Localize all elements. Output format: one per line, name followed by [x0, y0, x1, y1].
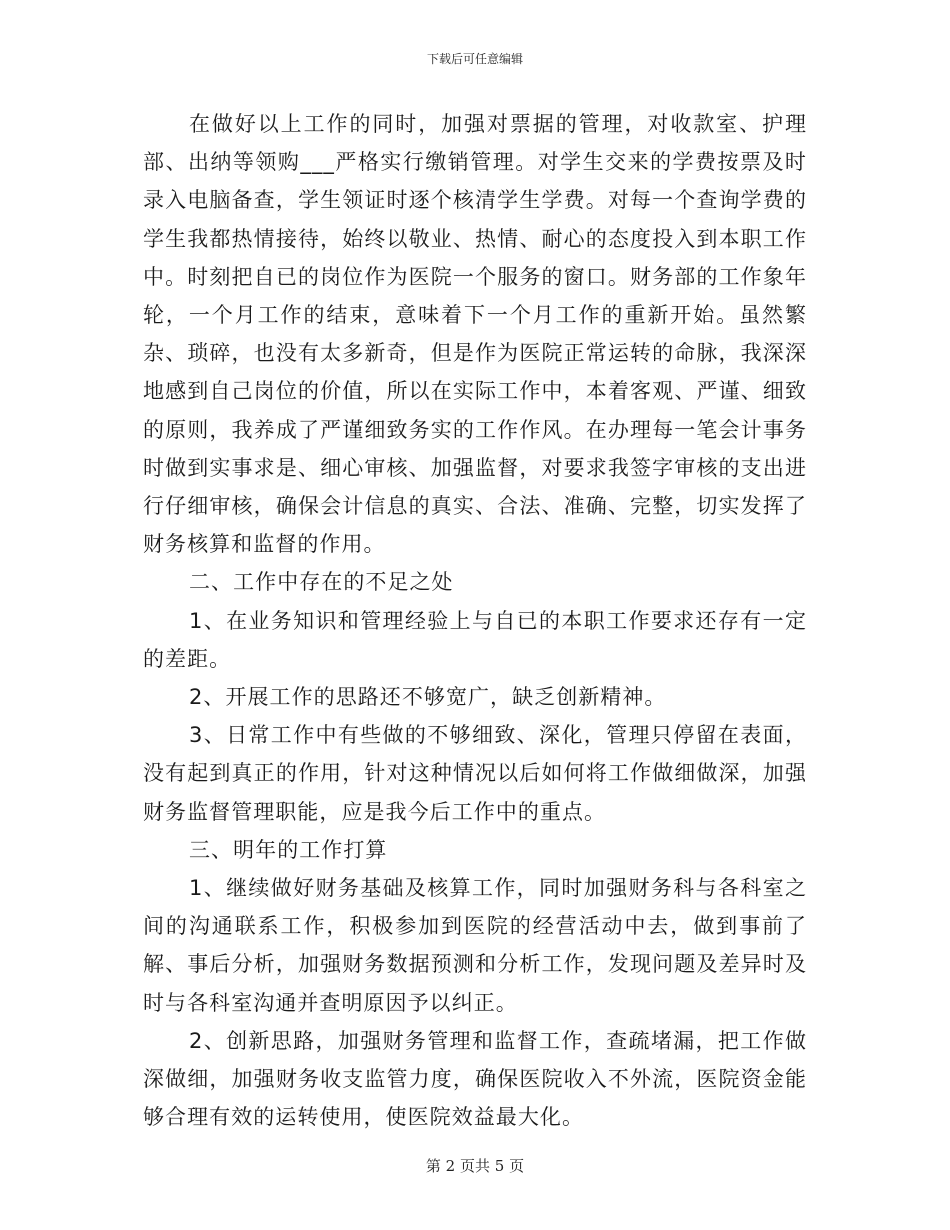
plan-item-1: 1、继续做好财务基础及核算工作，同时加强财务科与各科室之间的沟通联系工作，积极参加到医院的经营活动中去，做到事前了解、事后分析，加强财务数据预测和分析工作，发现问题及差异时及时与各科室沟通并查明原因予以纠正。	[143, 876, 807, 1015]
section-heading-shortcomings: 二、工作中存在的不足之处	[189, 570, 454, 595]
shortcoming-item-3: 3、日常工作中有些做的不够细致、深化，管理只停留在表面，没有起到真正的作用，针对这种情况以后如何将工作做细做深，加强财务监督管理职能，应是我今后工作中的重点。	[143, 723, 807, 824]
page-number: 第 2 页共 5 页	[425, 1157, 525, 1175]
shortcoming-item-2: 2、开展工作的思路还不够宽广，缺乏创新精神。	[189, 685, 667, 710]
shortcoming-item-1: 1、在业务知识和管理经验上与自已的本职工作要求还存有一定的差距。	[143, 608, 807, 671]
plan-item-2: 2、创新思路，加强财务管理和监督工作，查疏堵漏，把工作做深做细，加强财务收支监管力度，确保医院收入不外流，医院资金能够合理有效的运转使用，使医院效益最大化。	[143, 1028, 807, 1130]
document-body	[143, 105, 807, 1136]
page-header: 下载后可任意编辑	[426, 52, 523, 66]
section-heading-next-year-plan: 三、明年的工作打算	[189, 837, 388, 862]
paragraph-bill-management: 在做好以上工作的同时，加强对票据的管理，对收款室、护理部、出纳等领购___严格实行缴销管理。对学生交来的学费按票及时录入电脑备查，学生领证时逐个核清学生学费。对每一个查询学费的学生我都热情接待，始终以敬业、热情、耐心的态度投入到本职工作中。时刻把自已的岗位作为医院一个服务的窗口。财务部的工作象年轮，一个月工作的结束，意味着下一个月工作的重新开始。虽然繁杂、琐碎，也没有太多新奇，但是作为医院正常运转的命脉，我深深地感到自己岗位的价值，所以在实际工作中，本着客观、严谨、细致的原则，我养成了严谨细致务实的工作作风。在办理每一笔会计事务时做到实事求是、细心审核、加强监督，对要求我签字审核的支出进行仔细审核，确保会计信息的真实、合法、准确、完整，切实发挥了财务核算和监督的作用。	[143, 112, 807, 557]
